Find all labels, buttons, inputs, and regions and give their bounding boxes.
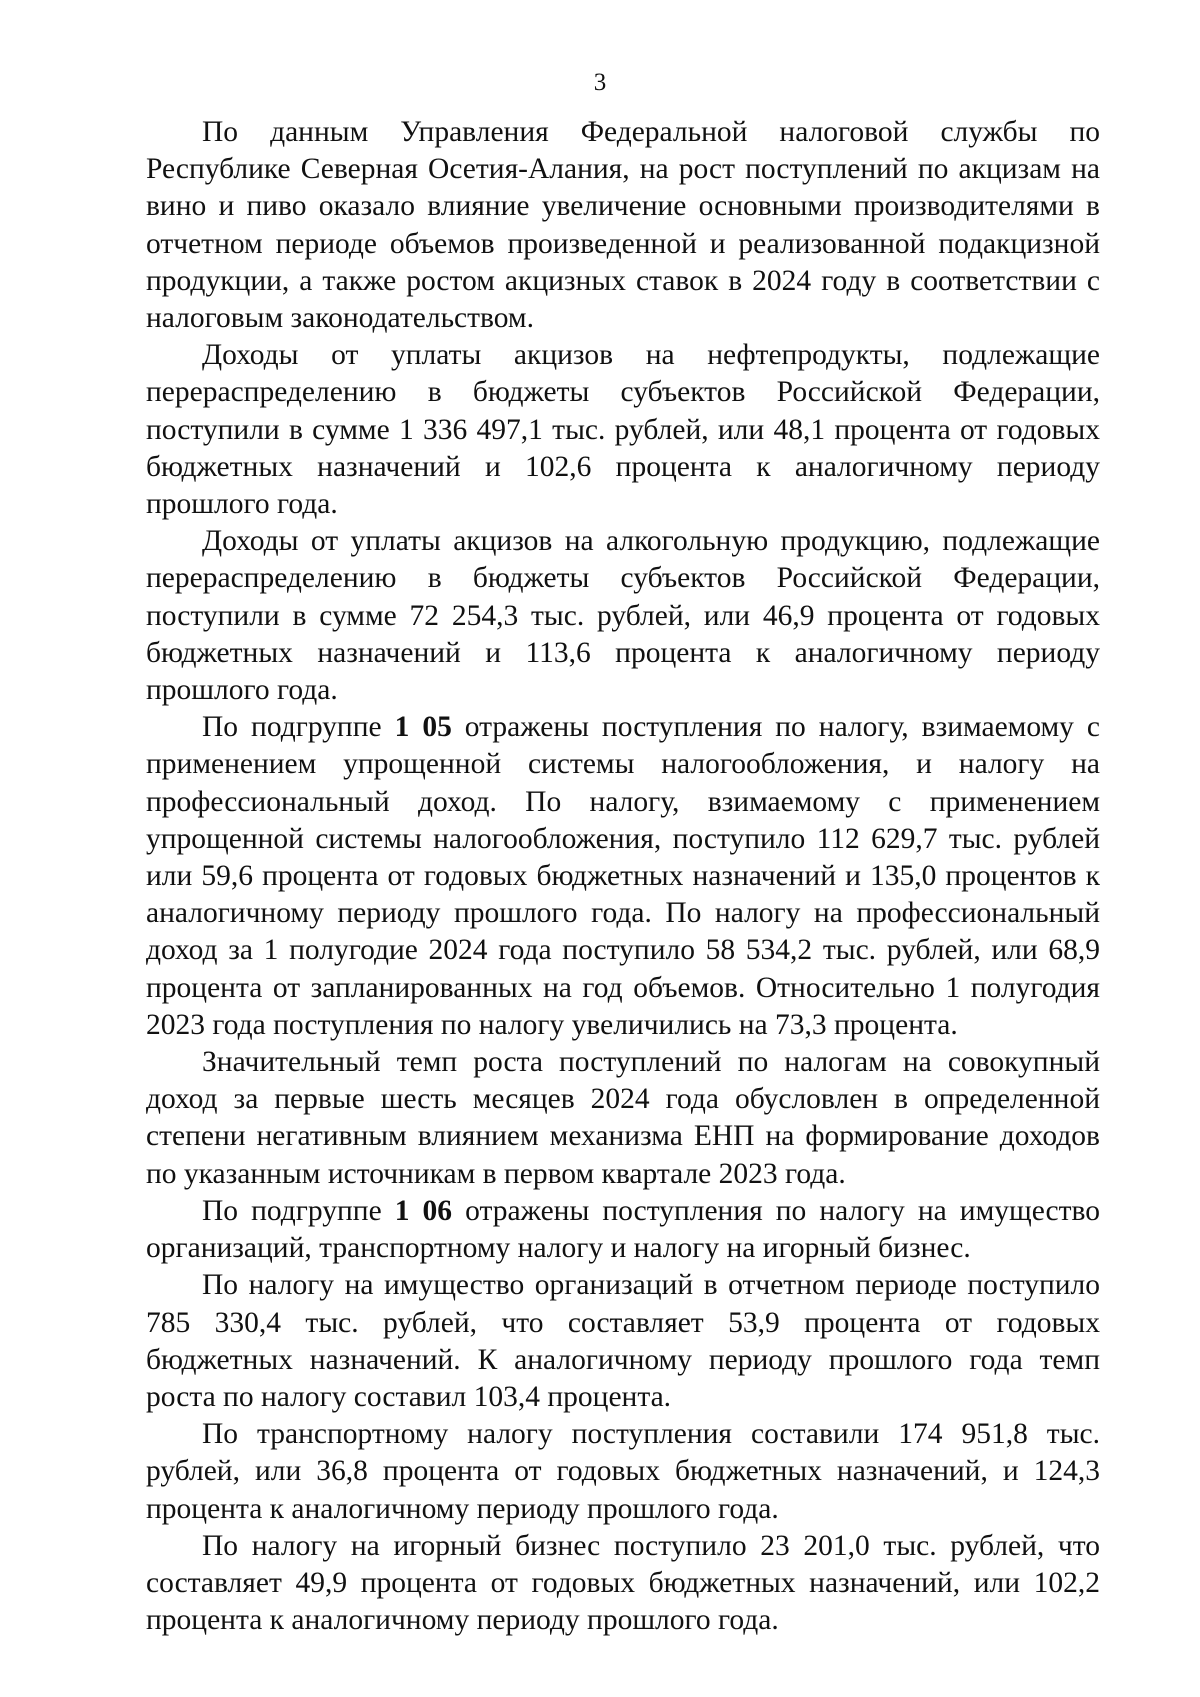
page-number: 3 xyxy=(593,69,607,96)
paragraph-subgroup-1-06 xyxy=(146,1193,1100,1267)
paragraph-transport-tax: По транспортному налогу поступления составили 174 951,8 тыс. рублей, или 36,8 процента от годовых бюджетных назначений, и 124,3 процента к аналогичному периоду прошлого года. xyxy=(146,1418,1100,1525)
paragraph-rest-text: отражены поступления по налогу, взимаемому с применением упрощенной системы налогообложения, и налогу на профессиональный доход. По налогу, взимаемому с применением упрощенной системы налогообложения, поступило 112 629,7 тыс. рублей или 59,6 процента от годовых бюджетных назначений и 135,0 процентов к аналогичному периоду прошлого года. По налогу на профессиональный доход за 1 полугодие 2024 года поступило 58 534,2 тыс. рублей, или 68,9 процента от запланированных на год объемов. Относительно 1 полугодия 2023 года поступления по налогу увеличились на 73,3 процента. xyxy=(146,711,1101,1041)
paragraph-gambling-tax: По налогу на игорный бизнес поступило 23 201,0 тыс. рублей, что составляет 49,9 процента от годовых бюджетных назначений, или 102,2 процента к аналогичному периоду прошлого года. xyxy=(146,1529,1100,1637)
paragraph-excise-wine-beer: По данным Управления Федеральной налоговой службы по Республике Северная Осетия-Алания, на рост поступлений по акцизам на вино и пиво оказало влияние увеличение основными производителями в отчетном периоде объемов произведенной и реализованной подакцизной продукции, а также ростом акцизных ставок в 2024 году в соответствии с налоговым законодательством. xyxy=(146,116,1100,335)
paragraph-lead-text: По подгруппе xyxy=(202,1194,395,1227)
paragraph-lead-text: По подгруппе xyxy=(202,711,395,744)
paragraph-property-tax: По налогу на имущество организаций в отчетном периоде поступило 785 330,4 тыс. рублей, что составляет 53,9 процента от годовых бюджетных назначений. К аналогичному периоду прошлого года темп роста по налогу составил 103,4 процента. xyxy=(146,1269,1100,1413)
subgroup-code: 1 06 xyxy=(394,1194,453,1227)
subgroup-code: 1 05 xyxy=(394,711,452,744)
paragraph-excise-alcohol: Доходы от уплаты акцизов на алкогольную продукцию, подлежащие перераспределению в бюджеты субъектов Российской Федерации, поступили в сумме 72 254,3 тыс. рублей, или 46,9 процента от годовых бюджетных назначений и 113,6 процента к аналогичному периоду прошлого года. xyxy=(146,525,1100,707)
paragraph-growth-rate: Значительный темп роста поступлений по налогам на совокупный доход за первые шесть месяцев 2024 года обусловлен в определенной степени негативным влиянием механизма ЕНП на формирование доходов по указанным источникам в первом квартале 2023 года. xyxy=(146,1046,1100,1190)
paragraph-subgroup-1-05 xyxy=(146,709,1100,1044)
paragraph-excise-petroleum: Доходы от уплаты акцизов на нефтепродукты, подлежащие перераспределению в бюджеты субъектов Российской Федерации, поступили в сумме 1 336 497,1 тыс. рублей, или 48,1 процента от годовых бюджетных назначений и 102,6 процента к аналогичному периоду прошлого года. xyxy=(146,339,1100,521)
document-body xyxy=(146,114,1100,1639)
paragraph-rest-text: отражены поступления по налогу на имущество организаций, транспортному налогу и налогу на игорный бизнес. xyxy=(146,1194,1100,1265)
